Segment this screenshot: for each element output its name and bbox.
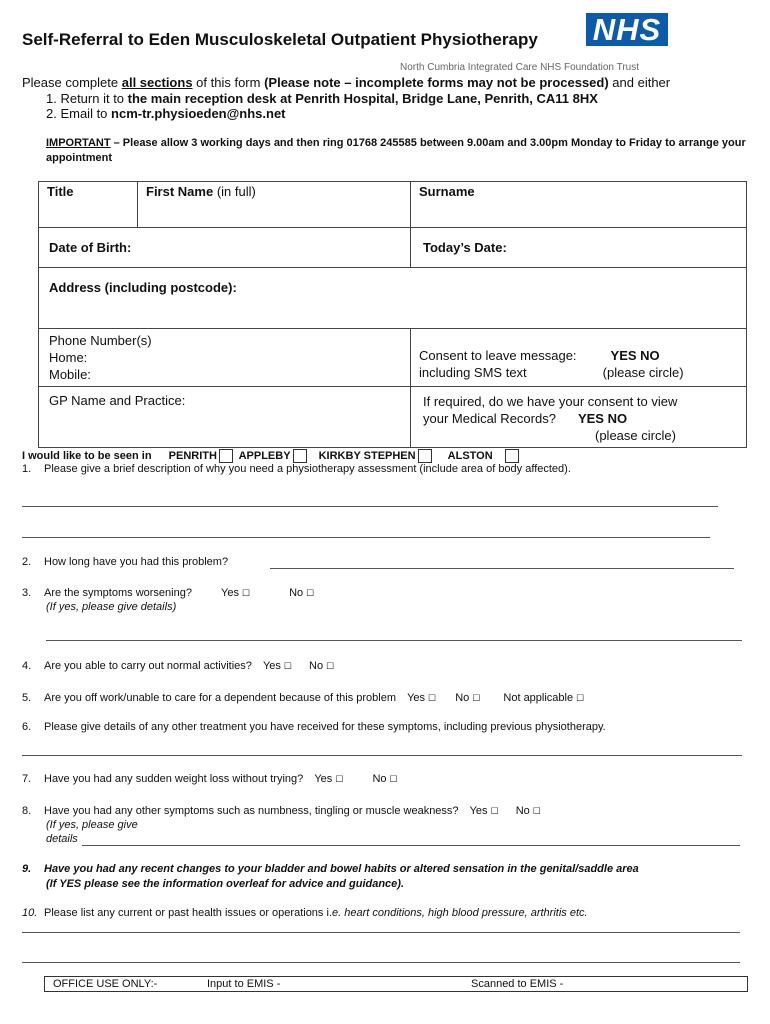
location-alston: ALSTON (447, 449, 493, 462)
question-7 (22, 773, 398, 785)
consent-yes-no[interactable]: YES NO (610, 348, 660, 363)
mobile-phone-label: Mobile: (49, 367, 91, 382)
address-cell[interactable] (39, 268, 747, 329)
q3-number: 3. (22, 587, 32, 599)
q1-answer-line-2[interactable] (22, 537, 710, 538)
records-circle-note: (please circle) (595, 428, 676, 443)
intro-all-sections: all sections (121, 75, 193, 90)
q5-yes-label: Yes (407, 692, 426, 704)
home-phone-label: Home: (49, 350, 88, 365)
q10-answer-line-1[interactable] (22, 932, 740, 933)
intro-text-c: of this form (192, 75, 265, 90)
intro-text-e: and either (608, 75, 671, 90)
office-use-box (44, 976, 748, 992)
title-cell[interactable] (39, 182, 138, 228)
question-4 (22, 660, 334, 672)
nhs-logo: NHS (586, 13, 668, 46)
question-5 (22, 692, 584, 704)
today-cell[interactable] (411, 228, 747, 268)
q1-answer-line-1[interactable] (22, 506, 718, 507)
dob-label: Date of Birth: (49, 240, 132, 255)
q7-yes-checkbox-icon[interactable]: ☐ (335, 774, 344, 784)
consent-sms-label: including SMS text (419, 365, 527, 380)
important-text: – Please allow 3 working days and then ring 01768 245585 between 9.00am and 3.00pm Monday to Friday to arrange your appointment (46, 137, 746, 164)
q5-yes-checkbox-icon[interactable]: ☐ (428, 693, 437, 703)
surname-label: Surname (419, 184, 475, 199)
q4-text: Are you able to carry out normal activities? (44, 660, 252, 672)
q2-answer-line[interactable] (270, 568, 734, 569)
q3-text: Are the symptoms worsening? (44, 587, 192, 599)
q4-number: 4. (22, 660, 32, 672)
q3-yes-checkbox-icon[interactable]: ☐ (241, 588, 251, 598)
q1-text: Please give a brief description of why you need a physiotherapy assessment (include area of body affected). (44, 463, 571, 475)
q9-guidance: (If YES please see the information overleaf for advice and guidance). (46, 878, 405, 890)
first-name-cell[interactable] (138, 182, 411, 228)
q8-yes-checkbox-icon[interactable]: ☐ (490, 806, 499, 816)
location-label: I would like to be seen in (22, 449, 152, 462)
q5-number: 5. (22, 692, 32, 704)
q3-no-label: No (289, 587, 304, 599)
question-1 (22, 463, 571, 475)
q8-number: 8. (22, 805, 32, 817)
q8-subtext: (If yes, please give (46, 819, 138, 831)
q8-details-label: details (46, 833, 78, 845)
q8-text: Have you had any other symptoms such as numbness, tingling or muscle weakness? (44, 805, 459, 817)
question-10 (22, 907, 588, 919)
location-penrith: PENRITH (168, 449, 217, 462)
q8-answer-line[interactable] (82, 845, 740, 846)
q3-subtext: (If yes, please give details) (46, 601, 177, 613)
q8-yes-label: Yes (469, 805, 488, 817)
q7-yes-label: Yes (314, 773, 333, 785)
step-return-label: 1. Return it to (46, 91, 128, 106)
first-name-label: First Name (146, 184, 214, 199)
location-kirkby-stephen: KIRKBY STEPHEN (318, 449, 416, 462)
intro-line (22, 75, 670, 90)
dob-cell[interactable] (39, 228, 411, 268)
q9-number: 9. (22, 863, 32, 875)
intro-note: (Please note – incomplete forms may not be processed) (264, 75, 609, 90)
office-use-label: OFFICE USE ONLY:- (53, 978, 158, 990)
location-selector (22, 449, 522, 463)
step-email (46, 106, 286, 121)
consent-cell[interactable] (411, 329, 747, 387)
reception-address: the main reception desk at Penrith Hospital, Bridge Lane, Penrith, CA11 8HX (127, 91, 598, 106)
q6-answer-line[interactable] (22, 755, 742, 756)
address-label: Address (including postcode): (49, 280, 237, 295)
q5-na-label: Not applicable (503, 692, 574, 704)
location-appleby: APPLEBY (238, 449, 291, 462)
q5-na-checkbox-icon[interactable]: ☐ (576, 693, 585, 703)
patient-details-table (38, 181, 747, 448)
penrith-checkbox[interactable] (219, 449, 233, 463)
q8-no-checkbox-icon[interactable]: ☐ (532, 806, 541, 816)
q7-number: 7. (22, 773, 32, 785)
q6-number: 6. (22, 721, 32, 733)
surname-cell[interactable] (411, 182, 747, 228)
q4-yes-checkbox-icon[interactable]: ☐ (283, 661, 292, 671)
q7-text: Have you had any sudden weight loss without trying? (44, 773, 304, 785)
step-email-label: 2. Email to (46, 106, 112, 121)
form-title: Self-Referral to Eden Musculoskeletal Outpatient Physiotherapy (22, 30, 538, 49)
q10-number: 10. (22, 907, 38, 919)
office-input-emis: Input to EMIS - (207, 978, 281, 990)
records-cell[interactable] (411, 387, 747, 448)
q1-number: 1. (22, 463, 32, 475)
q7-no-checkbox-icon[interactable]: ☐ (389, 774, 398, 784)
important-notice (46, 136, 746, 166)
q10-text: Please list any current or past health issues or operations i. (44, 907, 332, 919)
phone-cell[interactable] (39, 329, 411, 387)
intro-text-a: Please complete (22, 75, 122, 90)
title-label: Title (47, 184, 74, 199)
q5-text: Are you off work/unable to care for a dependent because of this problem (44, 692, 397, 704)
consent-label: Consent to leave message: (419, 348, 577, 363)
records-consent-label: If required, do we have your consent to view (423, 394, 678, 409)
question-9 (22, 863, 639, 875)
q5-no-checkbox-icon[interactable]: ☐ (472, 693, 481, 703)
office-scanned-emis: Scanned to EMIS - (471, 978, 564, 990)
question-6 (22, 721, 606, 733)
email-address[interactable]: ncm-tr.physioeden@nhs.net (111, 106, 286, 121)
step-return (46, 91, 598, 106)
question-2 (22, 556, 228, 568)
q8-no-label: No (515, 805, 530, 817)
q5-no-label: No (455, 692, 470, 704)
question-8 (22, 805, 541, 817)
q10-answer-line-2[interactable] (22, 962, 740, 963)
gp-cell[interactable] (39, 387, 411, 448)
important-label: IMPORTANT (46, 137, 111, 149)
q10-examples: e. heart conditions, high blood pressure, arthritis etc. (331, 907, 588, 919)
records-yes-no[interactable]: YES NO (577, 411, 628, 426)
q7-no-label: No (372, 773, 387, 785)
records-label: your Medical Records? (423, 411, 556, 426)
question-3 (22, 587, 314, 599)
phone-label: Phone Number(s) (49, 333, 152, 348)
q4-no-checkbox-icon[interactable]: ☐ (326, 661, 335, 671)
q2-number: 2. (22, 556, 32, 568)
q4-no-label: No (309, 660, 324, 672)
q3-answer-line[interactable] (46, 640, 742, 641)
trust-name: North Cumbria Integrated Care NHS Foundation Trust (400, 62, 639, 73)
today-label: Today’s Date: (423, 240, 507, 255)
q6-text: Please give details of any other treatment you have received for these symptoms, including previous physiotherapy. (44, 721, 606, 733)
q9-text: Have you had any recent changes to your bladder and bowel habits or altered sensation in the genital/saddle area (44, 863, 639, 875)
q4-yes-label: Yes (262, 660, 281, 672)
q2-text: How long have you had this problem? (44, 556, 229, 568)
first-name-note: (in full) (213, 184, 256, 199)
consent-circle-note: (please circle) (602, 365, 684, 380)
kirkby-stephen-checkbox[interactable] (418, 449, 432, 463)
q3-no-checkbox-icon[interactable]: ☐ (306, 588, 315, 598)
appleby-checkbox[interactable] (293, 449, 307, 463)
gp-label: GP Name and Practice: (49, 393, 186, 408)
q3-yes-label: Yes (221, 587, 239, 599)
alston-checkbox[interactable] (505, 449, 519, 463)
